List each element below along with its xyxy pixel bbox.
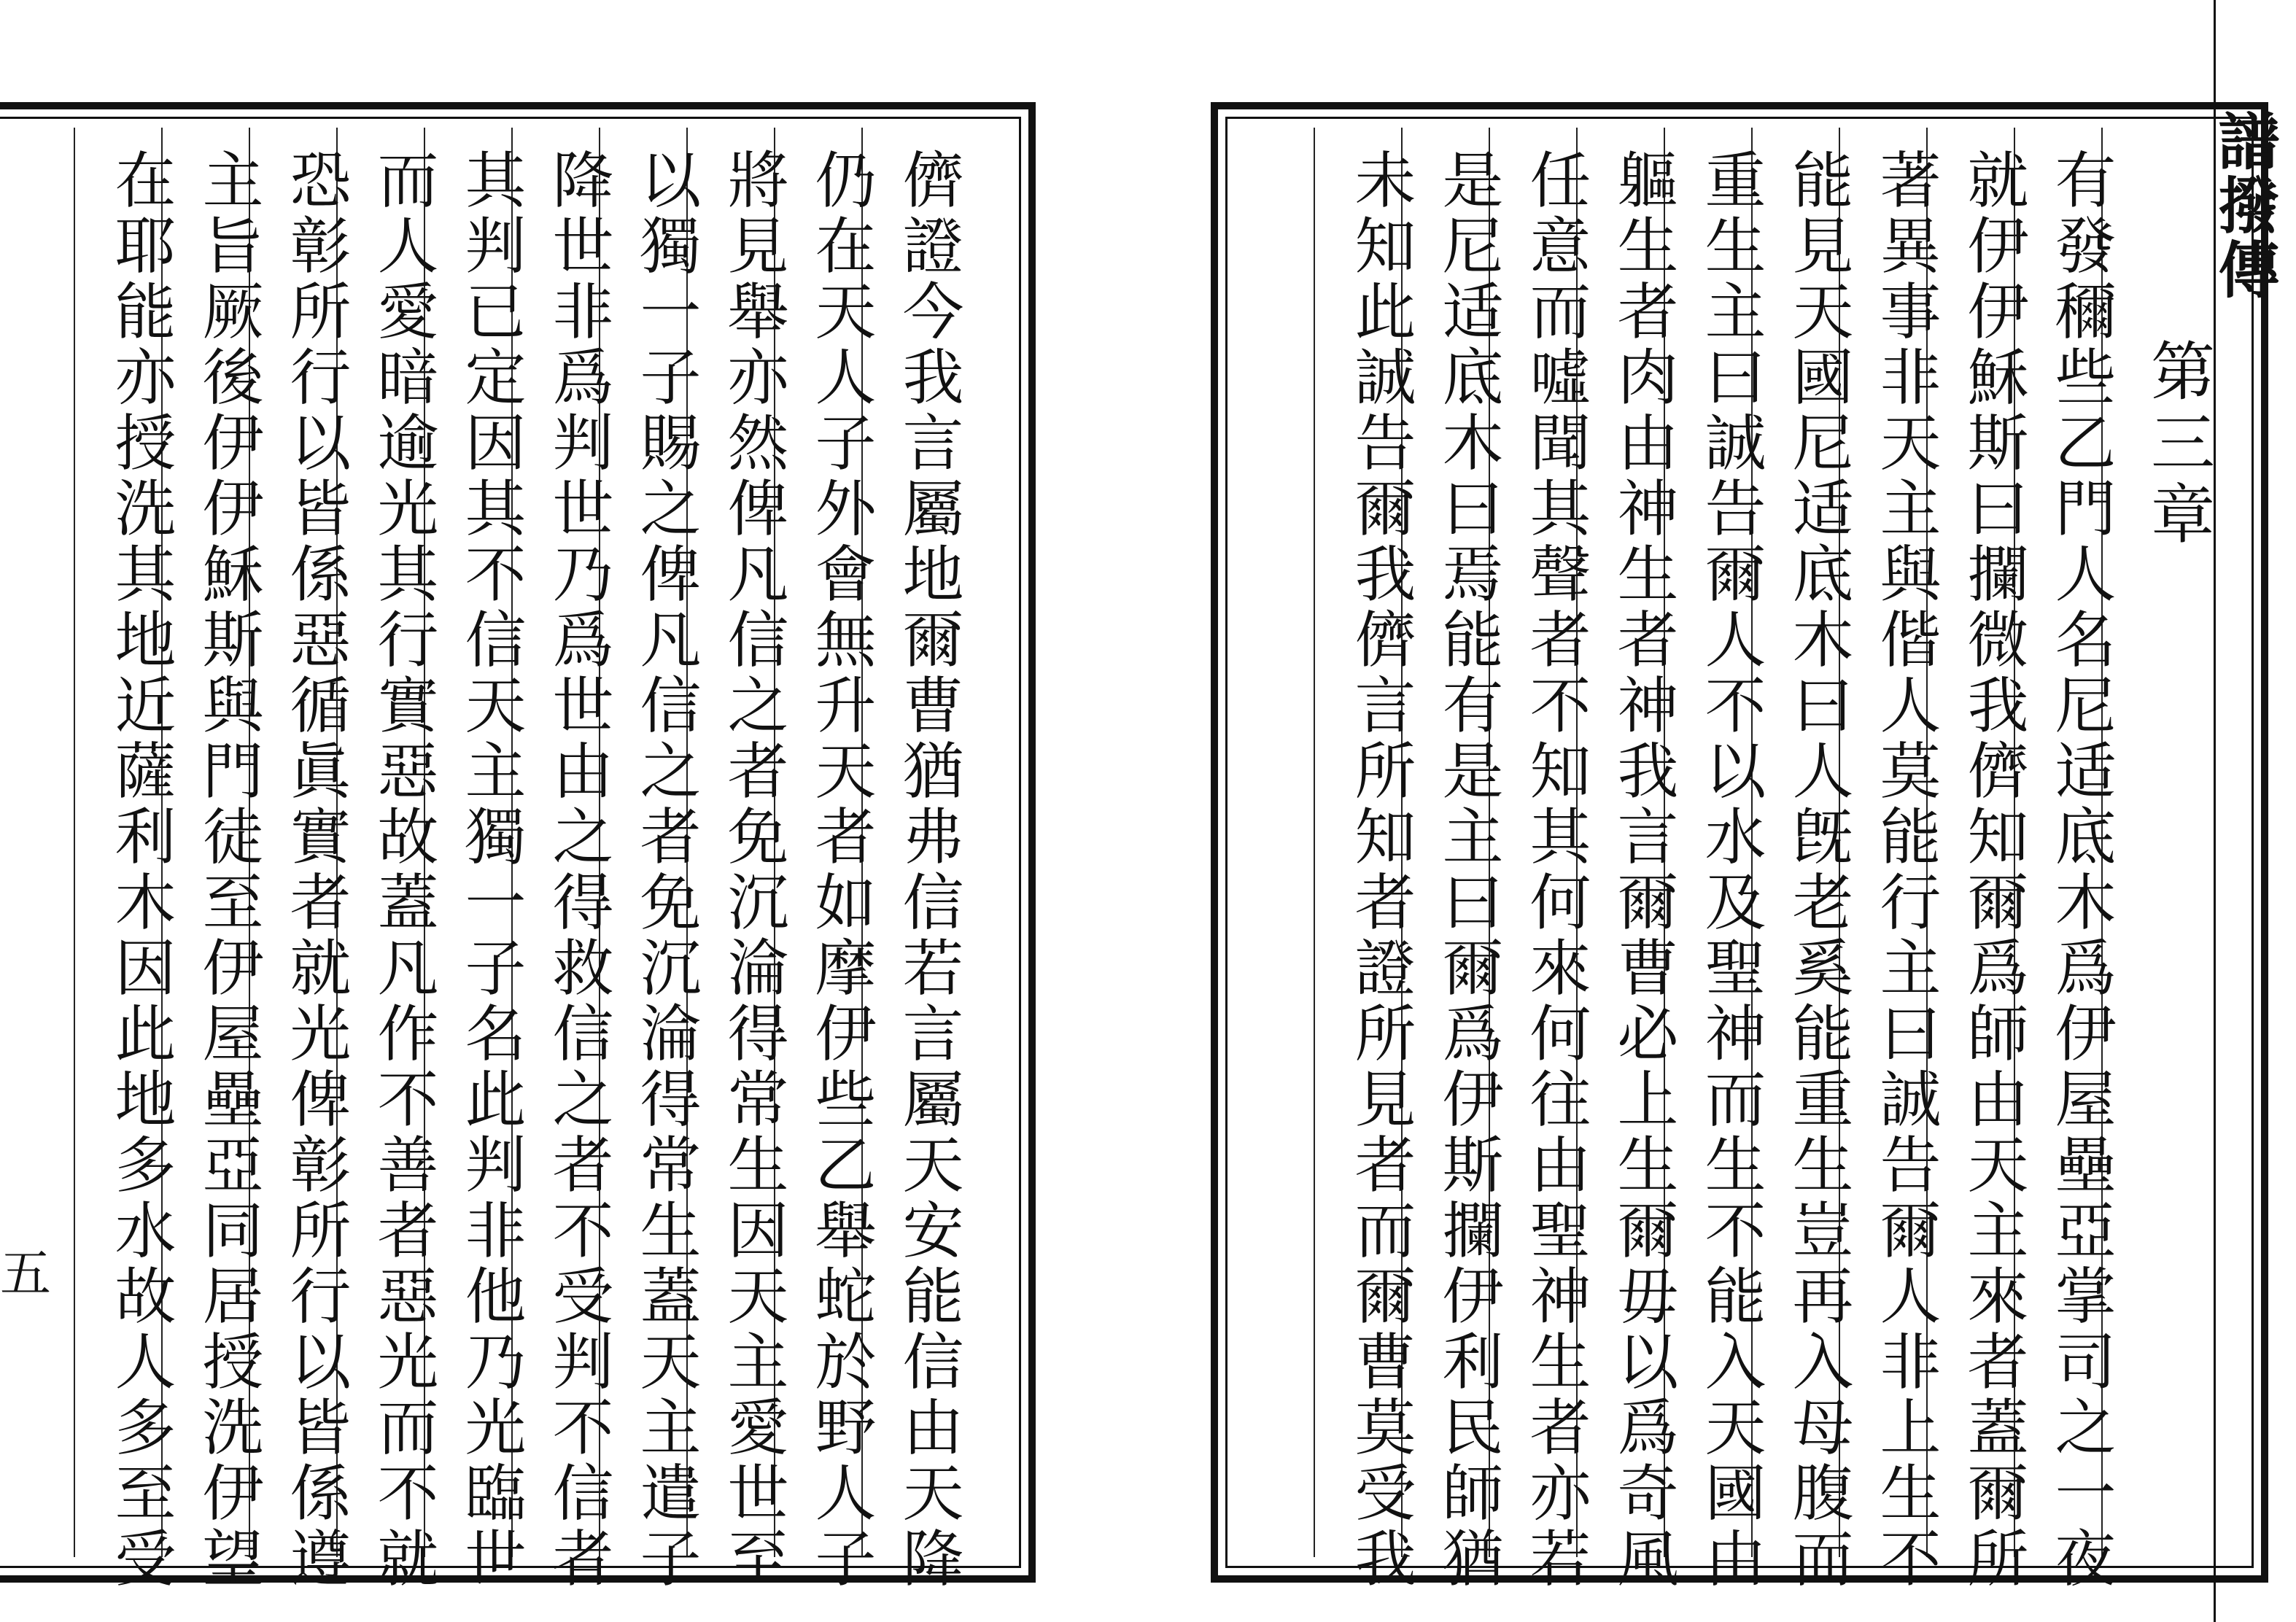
right-edge-strip [2208,0,2296,1622]
text-column: 任意而噓聞其聲者不知其何來何往由聖神生者亦若 [1520,148,1591,1592]
text-column: 著異事非天主與偕人莫能行主曰誠告爾人非上生不 [1870,148,1942,1592]
page-number: 五 [0,1243,51,1303]
left-page-inner-frame [0,117,1021,1592]
text-column: 重生主曰誠告爾人不以水及聖神而生不能入天國由 [1695,148,1766,1592]
right-page-inner-frame [1225,117,2254,1592]
chapter-heading: 第三章 [2141,338,2216,552]
text-column: 以獨一子賜之俾凡信之者免沉淪得常生蓋天主遣子 [630,148,702,1592]
text-column: 是尼适底木曰焉能有是主曰爾爲伊斯攔伊利民師猶 [1432,148,1504,1592]
text-column: 有發穪些乙門人名尼适底木爲伊屋壘亞掌司之一夜 [2045,148,2117,1592]
running-title: 譜撥傳 [2208,109,2281,302]
text-column: 在耶能亦授洗其地近薩利木因此地多水故人多至受 [105,148,177,1592]
column-rule [74,128,75,1557]
text-column: 未知此誠告爾我儕言所知者證所見者而爾曹莫受我 [1345,148,1416,1592]
text-column: 恐彰所行以皆係惡循眞實者就光俾彰所行以皆係遵 [280,148,352,1592]
text-column: 仍在天人子外會無升天者如摩伊些乙舉蛇於野人子 [805,148,877,1592]
text-column: 儕證今我言屬地爾曹猶弗信若言屬天安能信由天降 [893,148,964,1592]
left-page [0,102,1036,1592]
right-page [1211,102,2268,1592]
text-column: 降世非爲判世乃爲世由之得救信之者不受判不信者 [543,148,614,1592]
text-column: 而人愛暗逾光其行實惡故蓋凡作不善者惡光而不就 [368,148,439,1592]
text-column: 將見舉亦然俾凡信之者免沉淪得常生因天主愛世至 [718,148,789,1592]
text-column: 其判已定因其不信天主獨一子名此判非他乃光臨世 [455,148,527,1592]
column-rule [1314,128,1315,1557]
text-column: 軀生者肉由神生者神我言爾曹必上生爾毋以爲奇風 [1607,148,1679,1592]
text-column: 能見天國尼适底木曰人旣老奚能重生豈再入母腹而 [1783,148,1854,1592]
text-column: 主旨厥後伊伊穌斯與門徒至伊屋壘亞同居授洗伊望 [193,148,264,1592]
text-column: 就伊伊穌斯曰攔微我儕知爾爲師由天主來者蓋爾所 [1958,148,2029,1592]
